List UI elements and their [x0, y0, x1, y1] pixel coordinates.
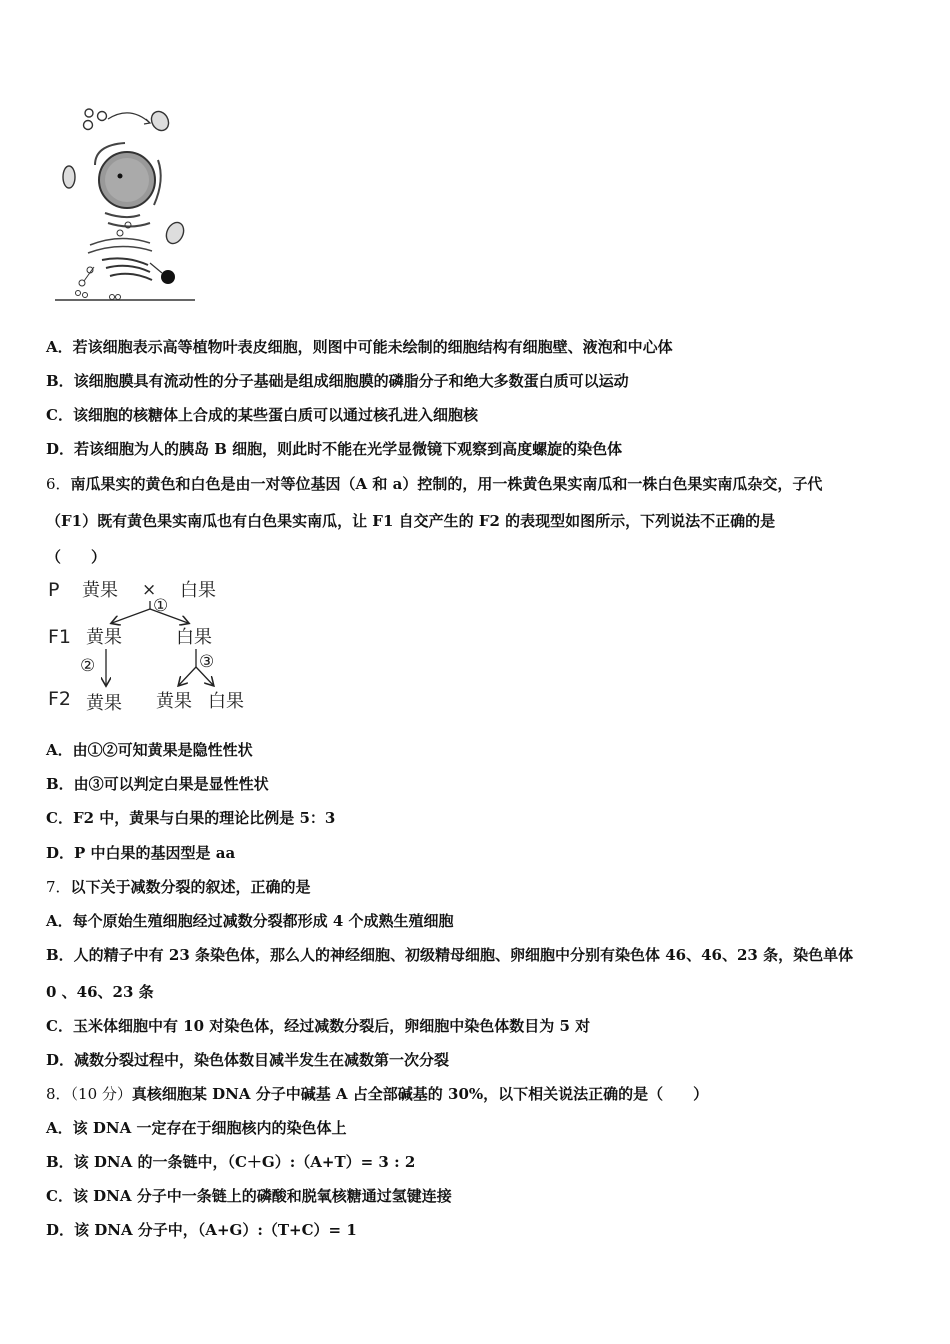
q6-answer-blank: （ ）	[46, 548, 107, 566]
q5-option-b: B．该细胞膜具有流动性的分子基础是组成细胞膜的磷脂分子和绝大多数蛋白质可以运动	[46, 372, 629, 390]
q5-option-d: D．若该细胞为人的胰岛 B 细胞，则此时不能在光学显微镜下观察到高度螺旋的染色体	[46, 440, 623, 458]
q8-option-b: B．该 DNA 的一条链中，（C＋G）:（A+T）= 3 : 2	[46, 1153, 416, 1171]
cell-diagram	[50, 105, 200, 305]
q8-option-d: D．该 DNA 分子中，（A+G）:（T+C）= 1	[46, 1221, 357, 1239]
generation-p-label: P	[48, 579, 60, 601]
q7-option-b: B．人的精子中有 23 条染色体，那么人的神经细胞、初级精母细胞、卵细胞中分别有染色体 46、46、23 条，染色单体	[46, 946, 854, 964]
f1-yellow-fruit: 黄果	[86, 627, 122, 648]
q6-option-b: B．由③可以判定白果是显性性状	[46, 775, 269, 793]
p-yellow-fruit: 黄果	[82, 580, 118, 601]
q5-option-a: A．若该细胞表示高等植物叶表皮细胞，则图中可能未绘制的细胞结构有细胞壁、液泡和中心体	[46, 338, 673, 356]
q6-option-d: D．P 中白果的基因型是 aa	[46, 844, 236, 862]
step-2-marker: ②	[80, 656, 96, 676]
q6-stem-line2: （F1）既有黄色果实南瓜也有白色果实南瓜，让 F1 自交产生的 F2 的表现型如图所示，下列说法不正确的是	[46, 512, 776, 530]
q7-number: 7．	[46, 878, 71, 896]
q8-stem-line	[46, 1083, 708, 1104]
step-1-marker: ①	[153, 596, 169, 616]
q6-option-a: A．由①②可知黄果是隐性性状	[46, 741, 253, 759]
q8-points: （10 分）	[70, 1085, 132, 1103]
f2-white-fruit: 白果	[208, 691, 244, 712]
step-3-marker: ③	[199, 652, 215, 672]
p-white-fruit: 白果	[180, 580, 216, 601]
q8-option-a: A．该 DNA 一定存在于细胞核内的染色体上	[46, 1119, 347, 1137]
f1-white-fruit: 白果	[176, 627, 212, 648]
q7-option-b-continued: 0 、46、23 条	[46, 983, 154, 1001]
arrow-f2-yellow	[179, 667, 196, 685]
arrow-to-f1-yellow	[112, 609, 150, 623]
q7-option-c: C．玉米体细胞中有 10 对染色体，经过减数分裂后，卵细胞中染色体数目为 5 对	[46, 1017, 591, 1035]
q8-option-c: C．该 DNA 分子中一条链上的磷酸和脱氧核糖通过氢键连接	[46, 1187, 452, 1205]
pedigree-diagram	[46, 575, 256, 720]
generation-f1-label: F1	[48, 626, 72, 648]
q7-option-a: A．每个原始生殖细胞经过减数分裂都形成 4 个成熟生殖细胞	[46, 912, 454, 930]
generation-f2-label: F2	[48, 688, 72, 710]
q8-number: 8．	[46, 1085, 71, 1103]
q8-stem-text: 真核细胞某 DNA 分子中碱基 A 占全部碱基的 30%，以下相关说法正确的是（ ）	[131, 1085, 709, 1103]
cross-symbol: ×	[142, 580, 157, 600]
cell-secretion-figure	[50, 105, 200, 305]
q6-stem-text: 南瓜果实的黄色和白色是由一对等位基因（A 和 a）控制的，用一株黄色果实南瓜和一株白色果实南瓜杂交，子代	[70, 475, 823, 493]
q6-number: 6．	[46, 475, 71, 493]
q5-option-c: C．该细胞的核糖体上合成的某些蛋白质可以通过核孔进入细胞核	[46, 406, 478, 424]
q6-option-c: C．F2 中，黄果与白果的理论比例是 5：3	[46, 809, 336, 827]
q6-stem-line1	[46, 473, 822, 494]
q7-stem-text: 以下关于减数分裂的叙述，正确的是	[70, 878, 311, 896]
q7-stem-line	[46, 876, 311, 897]
q7-option-d: D．减数分裂过程中，染色体数目减半发生在减数第一次分裂	[46, 1051, 450, 1069]
f2-yellow-fruit-left: 黄果	[86, 693, 122, 714]
f2-yellow-fruit-right: 黄果	[156, 691, 192, 712]
